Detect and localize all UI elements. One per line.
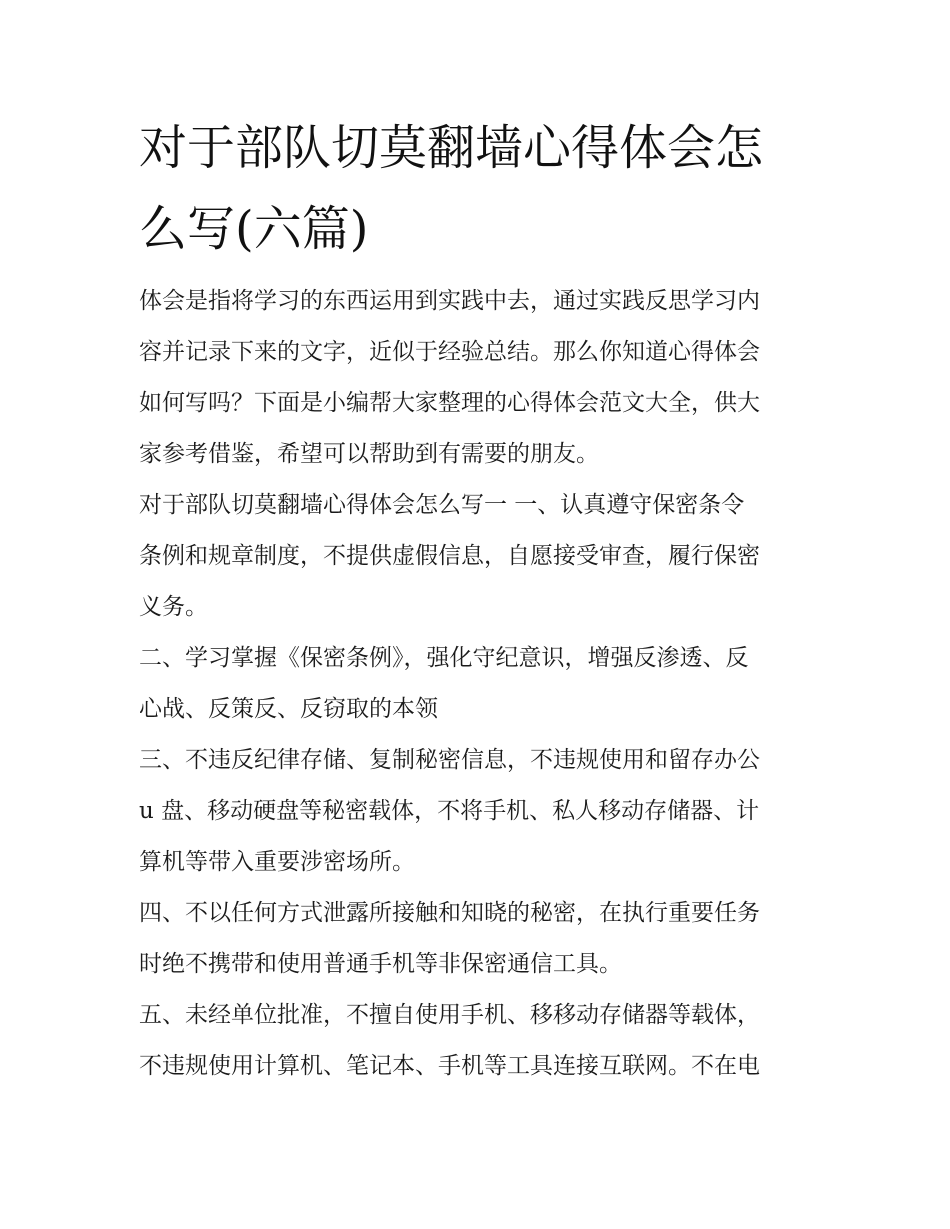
text-line: 容并记录下来的文字，近似于经验总结。那么你知道心得体会 [139, 339, 760, 365]
text-line: 二、学习掌握《保密条例》，强化守纪意识，增强反渗透、反 [139, 645, 749, 671]
text-line: 四、不以任何方式泄露所接触和知晓的秘密，在执行重要任务 [139, 900, 760, 926]
paragraph-item-one [139, 480, 819, 633]
paragraph-item-three [139, 735, 819, 888]
text-line: 算机等带入重要涉密场所。 [139, 849, 415, 875]
text-line: 义务。 [139, 594, 208, 620]
paragraph-item-two [139, 633, 819, 735]
document-body [139, 276, 819, 1092]
text-line: 三、不违反纪律存储、复制秘密信息，不违规使用和留存办公 [139, 747, 760, 773]
title-line: 对于部队切莫翻墙心得体会怎 [139, 120, 764, 176]
paragraph-item-five [139, 990, 819, 1092]
text-line: 对于部队切莫翻墙心得体会怎么写一 一、认真遵守保密条令 [139, 492, 745, 518]
text-line: 如何写吗？下面是小编帮大家整理的心得体会范文大全，供大 [139, 390, 760, 416]
text-line: 条例和规章制度，不提供虚假信息，自愿接受审查，履行保密 [139, 543, 760, 569]
title-line: 么写(六篇) [139, 201, 369, 257]
text-line: u 盘、移动硬盘等秘密载体，不将手机、私人移动存储器、计 [139, 798, 760, 824]
paragraph-item-four [139, 888, 819, 990]
text-line: 家参考借鉴，希望可以帮助到有需要的朋友。 [139, 441, 599, 467]
text-line: 不违规使用计算机、笔记本、手机等工具连接互联网。不在电 [139, 1053, 760, 1079]
text-line: 时绝不携带和使用普通手机等非保密通信工具。 [139, 951, 622, 977]
document-title [139, 108, 819, 270]
text-line: 体会是指将学习的东西运用到实践中去，通过实践反思学习内 [139, 288, 760, 314]
text-line: 心战、反策反、反窃取的本领 [139, 696, 438, 722]
text-line: 五、未经单位批准，不擅自使用手机、移移动存储器等载体， [139, 1002, 760, 1028]
paragraph-intro [139, 276, 819, 480]
